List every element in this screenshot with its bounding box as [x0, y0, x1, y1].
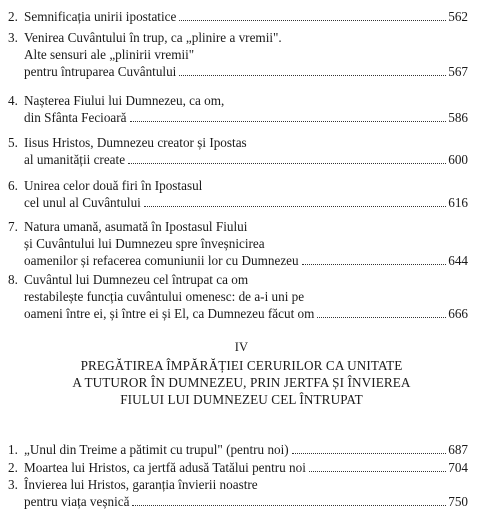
section-title-line: A TUTUROR ÎN DUMNEZEU, PRIN JERTFA ȘI ÎNVIEREA — [72, 375, 411, 390]
toc-line — [8, 235, 468, 252]
entry-text: restabilește funcția cuvântului omenesc: de a-i uni pe — [24, 289, 305, 304]
entry-text: și Cuvântului lui Dumnezeu spre înveșnicirea — [24, 236, 265, 251]
entry-text: Învierea lui Hristos, garanția învierii noastre — [24, 477, 258, 492]
toc-line — [8, 8, 468, 25]
entry-number: 5. — [8, 135, 18, 150]
entry-text: pentru viața veșnică — [24, 494, 130, 509]
page-number: 704 — [448, 460, 468, 475]
toc-line — [8, 151, 468, 168]
page-number: 600 — [448, 152, 468, 167]
toc-line — [8, 46, 468, 63]
toc-entry-iv-2 — [8, 459, 468, 476]
entry-text: Semnificația unirii ipostatice — [24, 9, 177, 24]
toc-line — [8, 194, 468, 211]
toc-entry-3 — [8, 29, 468, 80]
toc-line — [8, 92, 468, 109]
page-number: 687 — [448, 442, 468, 457]
entry-text: Venirea Cuvântului în trup, ca „plinire a vremii". — [24, 30, 282, 45]
dot-leader — [302, 264, 447, 265]
toc-line — [8, 441, 468, 458]
entry-text: cel unul al Cuvântului — [24, 195, 141, 210]
page-number: 562 — [448, 9, 468, 24]
toc-entry-6 — [8, 177, 468, 211]
toc-line — [8, 252, 468, 269]
entry-text: Moartea lui Hristos, ca jertfă adusă Tatălui pentru noi — [24, 460, 306, 475]
dot-leader — [128, 163, 446, 164]
entry-text: pentru întruparea Cuvântului — [24, 64, 177, 79]
toc-entry-7 — [8, 218, 468, 269]
page-number: 616 — [448, 195, 468, 210]
dot-leader — [132, 505, 446, 506]
dot-leader — [144, 206, 446, 207]
toc-line — [8, 459, 468, 476]
section-heading — [0, 339, 483, 408]
toc-line — [8, 288, 468, 305]
toc-line — [8, 271, 468, 288]
toc-entry-iv-1 — [8, 441, 468, 458]
toc-entry-4 — [8, 92, 468, 126]
entry-number: 7. — [8, 219, 18, 234]
entry-text: din Sfânta Fecioară — [24, 110, 127, 125]
toc-line — [8, 493, 468, 510]
dot-leader — [292, 453, 447, 454]
toc-line — [8, 476, 468, 493]
dot-leader — [317, 317, 446, 318]
toc-line — [8, 134, 468, 151]
entry-text: Iisus Hristos, Dumnezeu creator și Ipostas — [24, 135, 247, 150]
section-title-line: FIULUI LUI DUMNEZEU CEL ÎNTRUPAT — [120, 392, 363, 407]
entry-text: oameni între ei, și între ei și El, ca Dumnezeu făcut om — [24, 306, 315, 321]
toc-line — [8, 63, 468, 80]
toc-line — [8, 218, 468, 235]
entry-number: 2. — [8, 460, 18, 475]
toc-line — [8, 109, 468, 126]
entry-text: al umanității create — [24, 152, 126, 167]
entry-text: oamenilor și refacerea comuniunii lor cu Dumnezeu — [24, 253, 299, 268]
entry-text: „Unul din Treime a pătimit cu trupul" (pentru noi) — [24, 442, 289, 457]
toc-entry-iv-3 — [8, 476, 468, 510]
toc-entry-8 — [8, 271, 468, 322]
dot-leader — [179, 20, 446, 21]
dot-leader — [130, 121, 447, 122]
page-number: 586 — [448, 110, 468, 125]
page-number: 750 — [448, 494, 468, 509]
toc-line — [8, 305, 468, 322]
section-title-line: PREGĂTIREA ÎMPĂRĂȚIEI CERURILOR CA UNITATE — [80, 358, 403, 373]
entry-number: 2. — [8, 9, 18, 24]
entry-number: 4. — [8, 93, 18, 108]
page-number: 644 — [448, 253, 468, 268]
entry-number: 6. — [8, 178, 18, 193]
dot-leader — [179, 75, 446, 76]
toc-entry-5 — [8, 134, 468, 168]
page-number: 666 — [448, 306, 468, 321]
entry-number: 8. — [8, 272, 18, 287]
toc-line — [8, 177, 468, 194]
entry-number: 1. — [8, 442, 18, 457]
entry-number: 3. — [8, 477, 18, 492]
entry-text: Cuvântul lui Dumnezeu cel întrupat ca om — [24, 272, 249, 287]
entry-number: 3. — [8, 30, 18, 45]
section-roman-numeral: IV — [234, 340, 249, 354]
page-number: 567 — [448, 64, 468, 79]
toc-entry-2 — [8, 8, 468, 25]
entry-text: Nașterea Fiului lui Dumnezeu, ca om, — [24, 93, 225, 108]
dot-leader — [309, 471, 446, 472]
entry-text: Natura umană, asumată în Ipostasul Fiului — [24, 219, 248, 234]
entry-text: Unirea celor două firi în Ipostasul — [24, 178, 203, 193]
entry-text: Alte sensuri ale „plinirii vremii" — [24, 47, 195, 62]
toc-line — [8, 29, 468, 46]
